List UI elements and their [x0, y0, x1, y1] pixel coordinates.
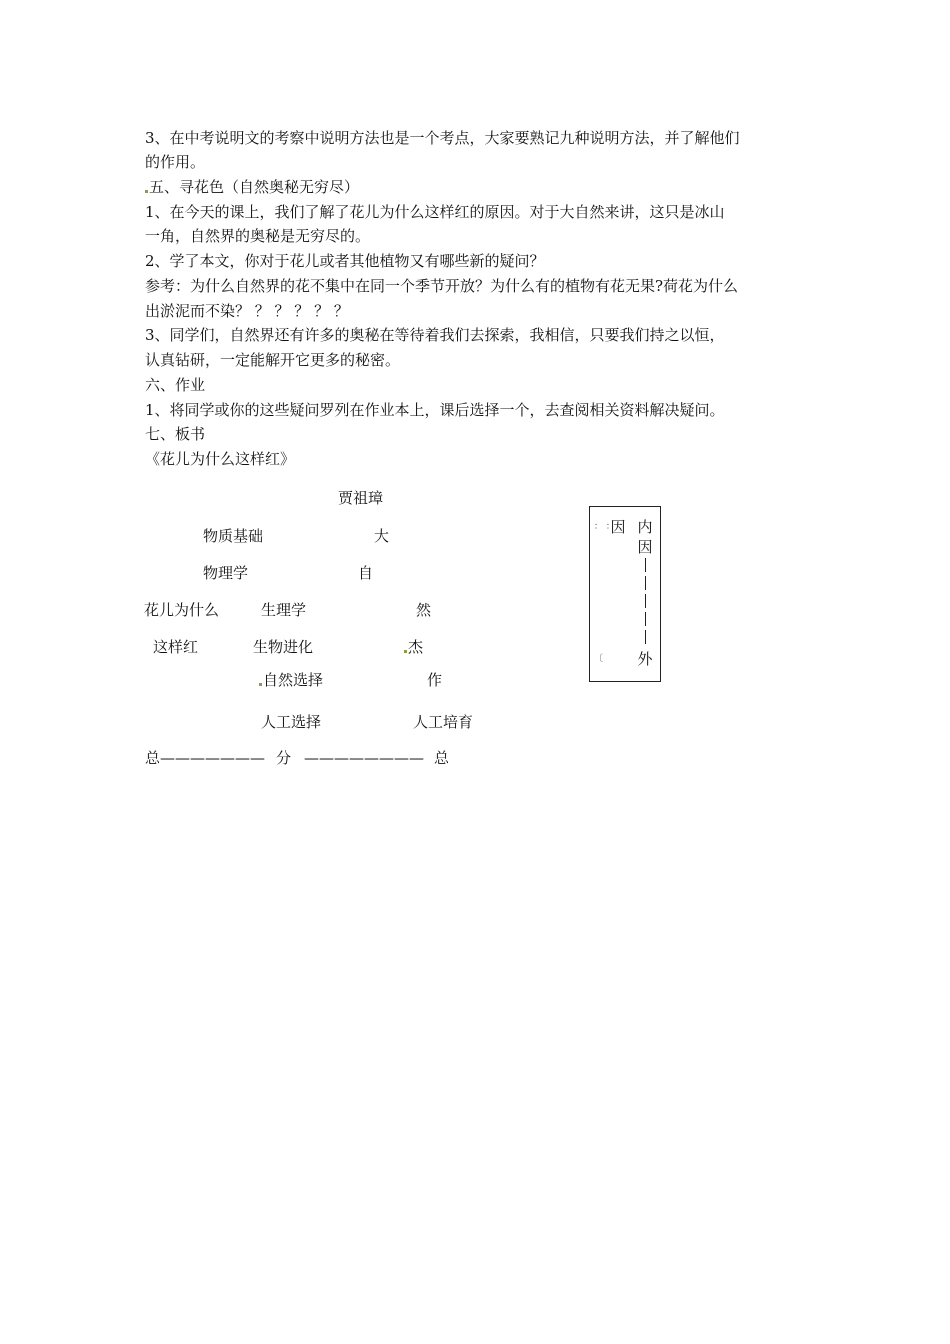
board-mid-6: 人工选择: [261, 713, 322, 731]
annotation-mark: [259, 683, 262, 686]
section-heading-7: 七、板书: [145, 425, 206, 443]
text-line-4: 1、在今天的课上，我们了解了花儿为什么这样红的原因。对于大自然来讲，这只是冰山: [145, 203, 725, 221]
board-right-3: 然: [416, 601, 432, 619]
text-line-5: 一角，自然界的奥秘是无穷尽的。: [145, 227, 371, 245]
text-line-2: 的作用。: [145, 153, 206, 171]
box-vertical-dash: [645, 630, 646, 644]
board-right-4: 杰: [404, 637, 423, 657]
board-bottom-left: 总———————: [145, 749, 266, 767]
annotation-mark: [404, 650, 407, 653]
board-right-1: 大: [374, 527, 390, 545]
text-line-9: 3、同学们，自然界还有许多的奥秘在等待着我们去探索，我相信，只要我们持之以恒，: [145, 326, 725, 344]
box-col2-top: 内: [637, 518, 653, 536]
board-right-6: 人工培育: [413, 713, 474, 731]
box-vertical-dash: [645, 558, 646, 572]
board-left-1: 花儿为什么: [144, 601, 220, 619]
board-mid-3: 生理学: [261, 601, 307, 619]
box-col1-char: 因: [610, 518, 626, 536]
board-author: 贾祖璋: [338, 489, 384, 507]
annotation-mark: [145, 190, 148, 193]
text-line-1: 3、在中考说明文的考察中说明方法也是一个考点，大家要熟记九种说明方法，并了解他们: [145, 129, 740, 147]
board-title: 《花儿为什么这样红》: [145, 450, 296, 468]
box-vertical-dash: [645, 612, 646, 626]
board-mid-1: 物质基础: [203, 527, 264, 545]
text-line-6: 2、学了本文，你对于花儿或者其他植物又有哪些新的疑问？: [145, 252, 545, 270]
board-mid-4: 生物进化: [253, 638, 314, 656]
section-heading-6: 六、作业: [145, 376, 206, 394]
board-right-2: 自: [358, 564, 374, 582]
board-right-5: 作: [427, 671, 443, 689]
board-left-2: 这样红: [153, 638, 199, 656]
box-dots-bottom: 〔: [594, 654, 604, 664]
box-col2-bottom: 外: [637, 650, 653, 668]
box-vertical-dash: [645, 594, 646, 608]
text-line-8: 出淤泥而不染？ ？ ？ ？ ？ ？: [145, 302, 349, 320]
box-dots-top: ： ：: [594, 522, 615, 532]
board-bottom-right: ————————: [304, 749, 424, 767]
box-col2-second: 因: [637, 538, 653, 556]
board-mid-2: 物理学: [203, 564, 249, 582]
board-mid-5: 自然选择: [259, 670, 323, 690]
text-line-10: 认真钻研，一定能解开它更多的秘密。: [145, 351, 401, 369]
board-bottom-middle: 分: [276, 749, 292, 767]
section-heading-5: 五、寻花色（自然奥秘无穷尽）: [145, 175, 359, 199]
text-line-12: 1、将同学或你的这些疑问罗列在作业本上，课后选择一个，去查阅相关资料解决疑问。: [145, 401, 725, 419]
board-bottom-end: 总: [434, 749, 450, 767]
text-line-7: 参考：为什么自然界的花不集中在同一个季节开放？为什么有的植物有花无果?荷花为什么: [145, 277, 739, 295]
box-vertical-dash: [645, 576, 646, 590]
